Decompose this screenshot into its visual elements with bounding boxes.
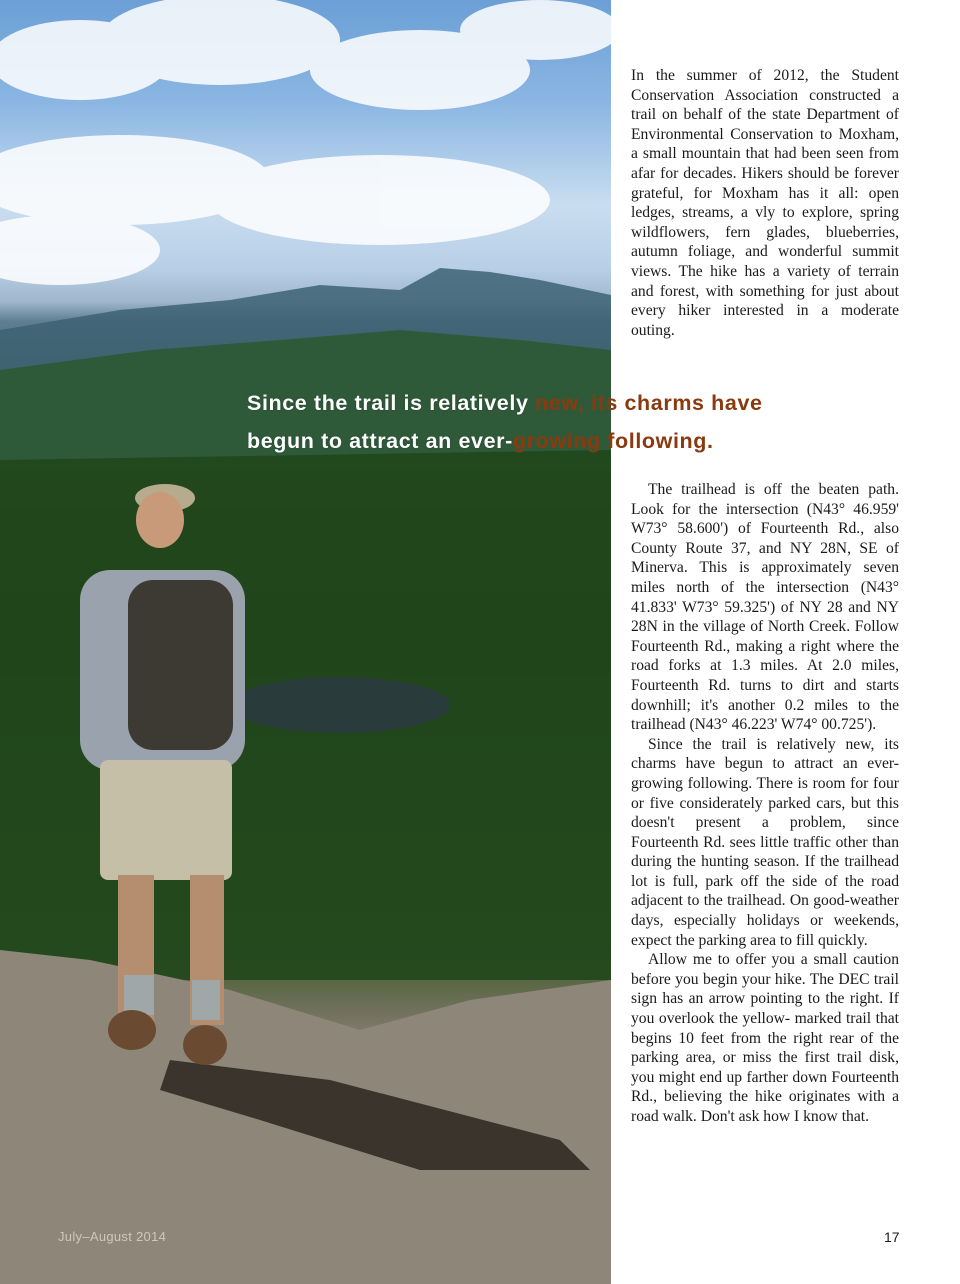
issue-date: July–August 2014 [58,1229,167,1244]
pull-quote-line1-white: Since the trail is relatively [247,391,536,415]
intro-paragraph: In the summer of 2012, the Student Conservation Association constructed a trail on behalf of the state Department of Environmental Conservation to Moxham, a small mountain that had been seen from afar for decades. Hikers should be forever grateful, for Moxham has it all: open ledges, streams, a vly to explore, spring wildflowers, fern glades, blueberries, autumn foliage, and wonderful summit views. The hike has a variety of terrain and forest, with something for just about every hiker interested in a moderate outing. [631,67,899,339]
pull-quote-line2-white: begun to attract an ever- [247,429,513,453]
pull-quote-line2-brown: growing following. [512,429,714,453]
body-column [631,480,899,1127]
intro-column [631,66,899,340]
pull-quote-line1-brown: new, its charms have [535,391,763,415]
clouds [0,0,611,285]
pond [230,677,450,733]
paragraph-caution: Allow me to offer you a small caution before you begin your hike. The DEC trail sign has an arrow pointing to the right. If you overlook the yellow- marked trail that begins 10 feet from the right rear of the parking area, or miss the first trail disk, you might end up farther down Fourteenth Rd., believing the hike originates with a road walk. Don't ask how I know that. [631,951,899,1125]
pull-quote [247,384,917,460]
paragraph-parking: Since the trail is relatively new, its charms have begun to attract an ever-growing following. There is room for four or five considerately parked cars, but this doesn't present a problem, since Fourteenth Rd. sees little traffic other than during the hunting season. If the trailhead lot is full, park off the side of the road adjacent to the trailhead. On good-weather days, especially holidays or weekends, expect the parking area to fill quickly. [631,735,899,949]
page-number: 17 [884,1229,900,1245]
paragraph-trailhead: The trailhead is off the beaten path. Look for the intersection (N43° 46.959' W73° 58.600') of Fourteenth Rd., also County Route 37, and NY 28N, SE of Minerva. This is approximately seven miles north of the intersection (N43° 41.833' W73° 59.325') of NY 28 and NY 28N in the village of North Creek. Follow Fourteenth Rd., making a right where the road forks at 1.3 miles. At 2.0 miles, Fourteenth Rd. turns to dirt and starts downhill; it's another 0.2 miles to the trailhead (N43° 46.223' W74° 00.725'). [631,481,899,734]
